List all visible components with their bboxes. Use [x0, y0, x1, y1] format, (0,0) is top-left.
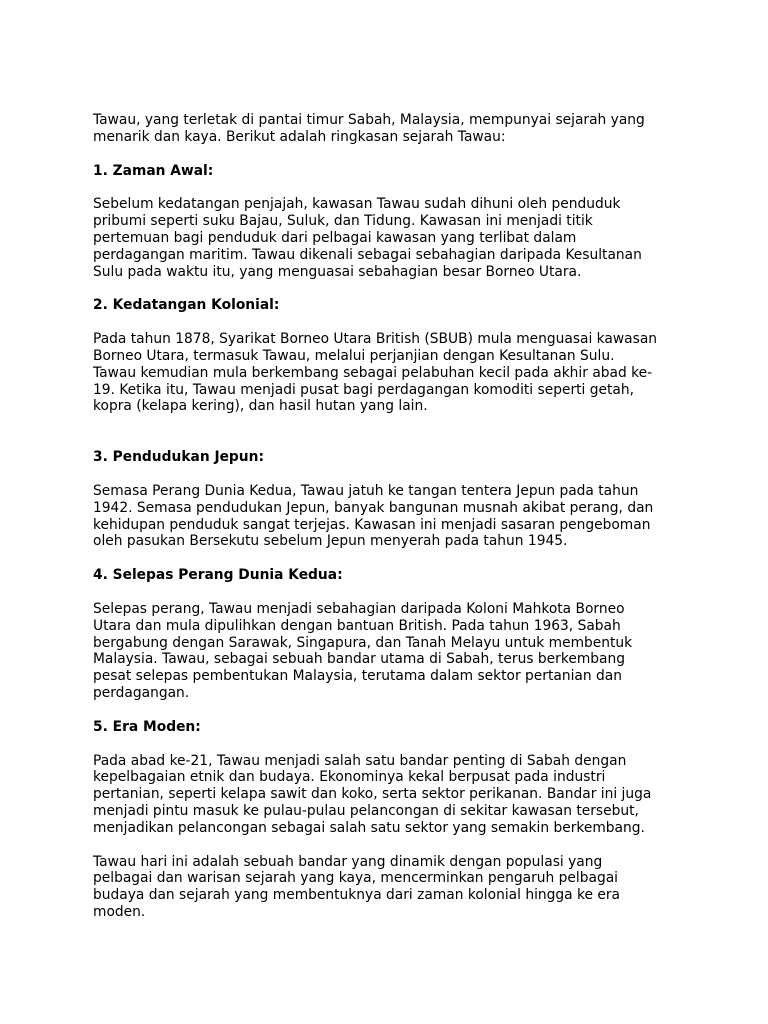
- intro-paragraph: Tawau, yang terletak di pantai timur Sabah, Malaysia, mempunyai sejarah yang menarik dan kaya. Berikut adalah ringkasan sejarah Tawau:: [93, 112, 645, 145]
- section-body-era-moden: Pada abad ke-21, Tawau menjadi salah satu bandar penting di Sabah dengan kepelbagaian etnik dan budaya. Ekonominya kekal berpusat pada industri pertanian, seperti kelapa sawit dan koko, serta sektor perikanan. Bandar ini juga menjadi pintu masuk ke pulau-pulau pelancongan di sekitar kawasan tersebut, menjadikan pelancongan sebagai salah satu sektor yang semakin berkembang.: [93, 752, 652, 836]
- document-page: [93, 112, 678, 921]
- section-heading-selepas-perang: 4. Selepas Perang Dunia Kedua:: [93, 567, 343, 584]
- section-body-pendudukan-jepun: Semasa Perang Dunia Kedua, Tawau jatuh ke tangan tentera Jepun pada tahun 1942. Semasa pendudukan Jepun, banyak bangunan musnah akibat perang, dan kehidupan penduduk sangat terjejas. Kawasan ini menjadi sasaran pengeboman oleh pasukan Bersekutu sebelum Jepun menyerah pada tahun 1945.: [93, 482, 654, 550]
- section-heading-pendudukan-jepun: 3. Pendudukan Jepun:: [93, 449, 264, 466]
- section-body-selepas-perang: Selepas perang, Tawau menjadi sebahagian daripada Koloni Mahkota Borneo Utara dan mula dipulihkan dengan bantuan British. Pada tahun 1963, Sabah bergabung dengan Sarawak, Singapura, dan Tanah Melayu untuk membentuk Malaysia. Tawau, sebagai sebuah bandar utama di Sabah, terus berkembang pesat selepas pembentukan Malaysia, terutama dalam sektor pertanian dan perdagangan.: [93, 600, 633, 701]
- section-heading-zaman-awal: 1. Zaman Awal:: [93, 162, 214, 179]
- section-body-kedatangan-kolonial: Pada tahun 1878, Syarikat Borneo Utara British (SBUB) mula menguasai kawasan Borneo Utara, termasuk Tawau, melalui perjanjian dengan Kesultanan Sulu. Tawau kemudian mula berkembang sebagai pelabuhan kecil pada akhir abad ke- 19. Ketika itu, Tawau menjadi pusat bagi perdagangan komoditi seperti getah, kopra (kelapa kering), dan hasil hutan yang lain.: [93, 331, 658, 415]
- section-body-zaman-awal: Sebelum kedatangan penjajah, kawasan Tawau sudah dihuni oleh penduduk pribumi seperti suku Bajau, Suluk, dan Tidung. Kawasan ini menjadi titik pertemuan bagi penduduk dari pelbagai kawasan yang terlibat dalam perdagangan maritim. Tawau dikenali sebagai sebahagian daripada Kesultanan Sulu pada waktu itu, yang menguasai sebahagian besar Borneo Utara.: [93, 196, 642, 280]
- section-heading-kedatangan-kolonial: 2. Kedatangan Kolonial:: [93, 297, 280, 314]
- section-heading-era-moden: 5. Era Moden:: [93, 718, 201, 735]
- conclusion-paragraph: Tawau hari ini adalah sebuah bandar yang dinamik dengan populasi yang pelbagai dan warisan sejarah yang kaya, mencerminkan pengaruh pelbagai budaya dan sejarah yang membentuknya dari zaman kolonial hingga ke era moden.: [93, 853, 620, 920]
